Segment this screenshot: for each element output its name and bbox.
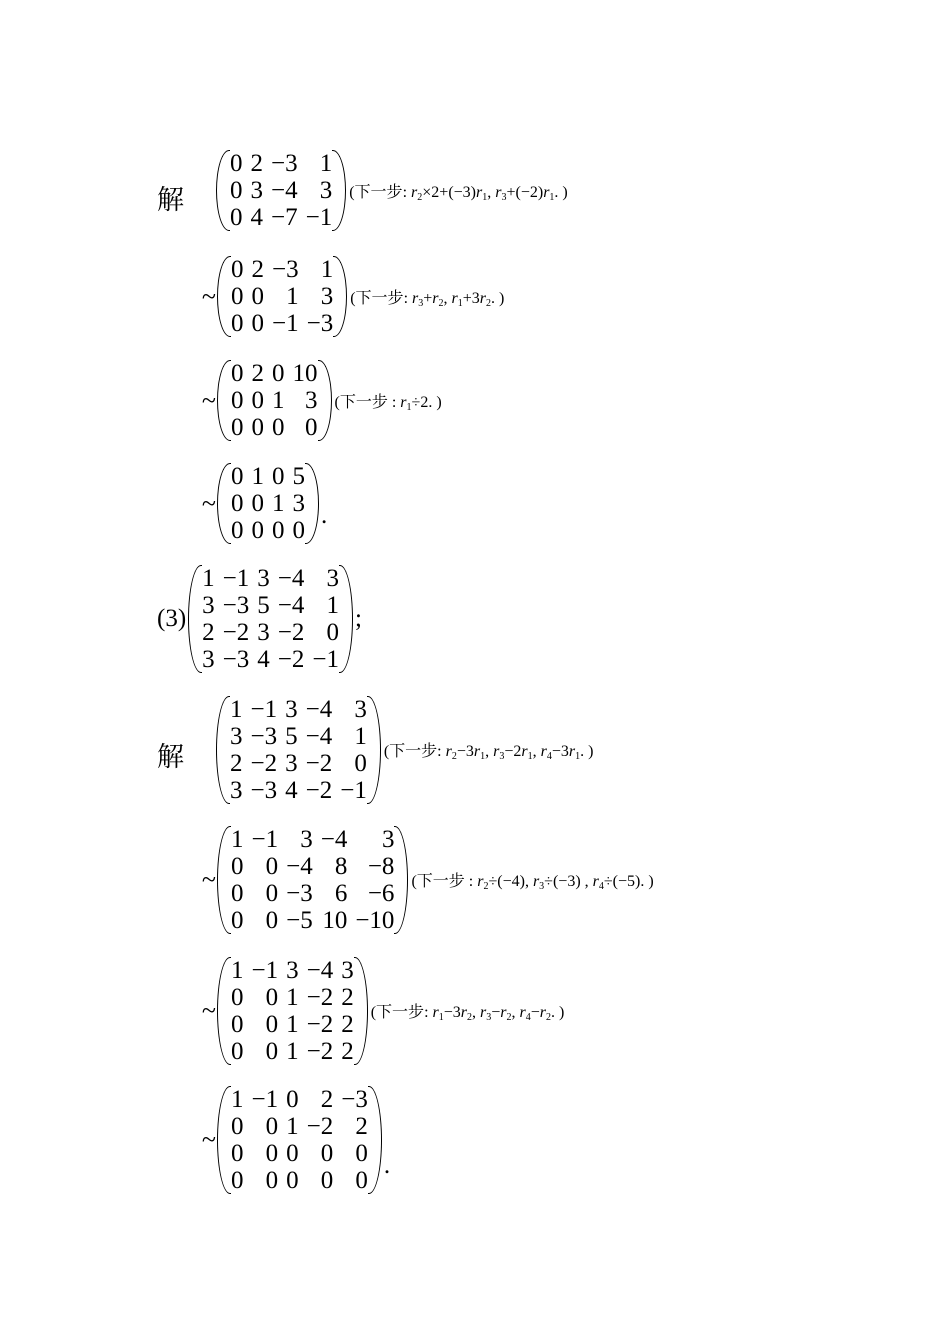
matrix-row	[227, 984, 358, 1011]
matrix-entry: −1	[251, 1086, 279, 1113]
matrix-entry: 1	[251, 463, 264, 490]
matrix-row	[227, 517, 309, 544]
solution-label: 解	[157, 742, 184, 773]
matrix-entry: −1	[251, 957, 279, 984]
matrix-entry: 8	[334, 853, 348, 880]
matrix-entry: 0	[265, 1113, 279, 1140]
matrix-entry: 1	[326, 592, 339, 619]
matrix-entry: 2	[355, 1113, 368, 1140]
matrix-entry: 3	[326, 565, 339, 592]
matrix-entry: 0	[230, 177, 243, 204]
matrix-entry: 2	[341, 1011, 354, 1038]
matrix-row	[198, 592, 343, 619]
matrix-entry: −4	[305, 696, 333, 723]
equivalence-sign: ~	[201, 1125, 216, 1154]
end-punctuation: .	[321, 502, 328, 529]
matrix-entry: 3	[305, 387, 318, 414]
matrix-entry: 3	[202, 592, 215, 619]
matrix-step-7	[198, 826, 654, 934]
matrix-entry: 0	[231, 984, 244, 1011]
matrix-entry: 10	[322, 907, 348, 934]
matrix-entry: −4	[286, 853, 313, 880]
matrix-entry: 3	[320, 283, 334, 310]
matrix-entry: 3	[230, 777, 243, 804]
problem-3	[157, 565, 362, 673]
matrix-row	[198, 619, 343, 646]
matrix-entry: −1	[272, 310, 299, 337]
matrix-entry: 0	[231, 907, 244, 934]
problem-number: (3)	[157, 605, 187, 632]
matrix-entry: 3	[319, 177, 333, 204]
equivalence-sign: ~	[201, 385, 216, 415]
matrix-entry: 4	[250, 204, 263, 231]
matrix-entry: 0	[354, 750, 367, 777]
matrix-row	[198, 565, 343, 592]
matrix-row	[227, 283, 337, 310]
equivalence-sign: ~	[201, 488, 216, 518]
matrix-entry: 0	[286, 1086, 299, 1113]
matrix	[188, 565, 353, 673]
matrix-row	[226, 777, 371, 804]
matrix-entry: −2	[277, 619, 305, 646]
matrix-entry: 0	[231, 1011, 244, 1038]
matrix-entry: 1	[286, 1038, 299, 1065]
matrix-entry: 3	[257, 565, 270, 592]
matrix-entry: 2	[251, 256, 264, 283]
matrix-entry: 0	[265, 853, 279, 880]
matrix-entry: 1	[231, 826, 244, 853]
matrix-entry: −3	[250, 723, 278, 750]
matrix-grid	[227, 957, 358, 1065]
matrix-entry: 0	[231, 1038, 244, 1065]
matrix-entry: 0	[355, 1140, 368, 1167]
equivalence-sign: ~	[201, 996, 216, 1025]
matrix-entry: 0	[251, 490, 264, 517]
matrix-grid	[227, 1086, 372, 1194]
matrix-entry: 0	[326, 619, 339, 646]
matrix	[217, 1086, 382, 1194]
end-punctuation: ;	[354, 605, 362, 632]
matrix-entry: 0	[355, 1167, 368, 1194]
matrix-row	[227, 1167, 372, 1194]
matrix-step-1	[216, 150, 568, 231]
matrix-entry: −2	[306, 984, 334, 1011]
matrix-entry: 1	[202, 565, 215, 592]
matrix-entry: 0	[231, 490, 244, 517]
matrix-entry: 3	[202, 646, 215, 673]
right-paren	[394, 826, 408, 934]
matrix	[217, 463, 319, 544]
matrix-entry: −1	[305, 204, 333, 231]
matrix-entry: −1	[312, 646, 339, 673]
matrix-entry: 1	[272, 490, 285, 517]
step-note: (下一步: $r_1-3r_2$, $r_3-r_2$, $r_4-r_2$. )	[370, 1002, 565, 1023]
matrix-row	[227, 853, 398, 880]
matrix-entry: 0	[272, 463, 285, 490]
matrix-entry: 3	[381, 826, 395, 853]
matrix-entry: 0	[251, 283, 264, 310]
matrix-entry: 1	[272, 387, 285, 414]
matrix-entry: −2	[306, 1038, 334, 1065]
matrix-entry: 4	[285, 777, 298, 804]
matrix-entry: 3	[300, 826, 313, 853]
matrix-step-4	[198, 463, 327, 544]
matrix-entry: −7	[271, 204, 298, 231]
matrix-grid	[226, 696, 371, 804]
matrix-entry: −3	[250, 777, 278, 804]
matrix-entry: 2	[230, 750, 243, 777]
matrix-entry: −3	[222, 646, 250, 673]
matrix-entry: −2	[250, 750, 278, 777]
matrix-entry: 0	[292, 517, 305, 544]
matrix-row	[227, 387, 322, 414]
matrix-grid	[226, 150, 336, 231]
matrix	[217, 256, 347, 337]
matrix-entry: 6	[334, 880, 348, 907]
matrix-row	[227, 1086, 372, 1113]
matrix	[216, 150, 346, 231]
matrix-entry: 0	[231, 1167, 244, 1194]
matrix-entry: −3	[272, 256, 299, 283]
matrix-entry: 0	[251, 414, 264, 441]
matrix-entry: 0	[265, 880, 279, 907]
matrix-entry: 3	[257, 619, 270, 646]
matrix-entry: 2	[202, 619, 215, 646]
matrix-row	[227, 826, 398, 853]
matrix-row	[227, 463, 309, 490]
matrix-entry: 0	[286, 1167, 299, 1194]
matrix-entry: 0	[320, 1140, 334, 1167]
matrix-row	[227, 490, 309, 517]
step-note: (下一步: $r_2-3r_1$, $r_3-2r_1$, $r_4-3r_1$. )	[383, 741, 594, 762]
matrix-entry: 0	[231, 517, 244, 544]
matrix-entry: −4	[277, 592, 305, 619]
matrix-row	[226, 177, 336, 204]
matrix-step-6	[216, 696, 593, 804]
matrix-entry: 2	[320, 1086, 334, 1113]
matrix-entry: 1	[286, 283, 299, 310]
matrix-entry: 2	[341, 1038, 354, 1065]
matrix-entry: 0	[231, 310, 244, 337]
matrix-entry: 2	[251, 360, 264, 387]
matrix-entry: 0	[230, 204, 243, 231]
matrix-entry: 4	[257, 646, 270, 673]
matrix-entry: −4	[306, 957, 334, 984]
matrix-entry: 1	[354, 723, 367, 750]
solution-label: 解	[157, 185, 184, 216]
matrix-row	[227, 360, 322, 387]
matrix-entry: 1	[286, 1011, 299, 1038]
matrix-entry: −1	[340, 777, 367, 804]
matrix-grid	[227, 826, 398, 934]
matrix-entry: 0	[265, 1038, 279, 1065]
matrix-entry: −2	[305, 777, 333, 804]
matrix-entry: −4	[271, 177, 298, 204]
matrix-entry: 1	[230, 696, 243, 723]
matrix-grid	[198, 565, 343, 673]
matrix-entry: 3	[341, 957, 354, 984]
matrix-entry: 0	[305, 414, 318, 441]
matrix-entry: 0	[231, 853, 244, 880]
matrix	[217, 826, 408, 934]
matrix-entry: 0	[231, 360, 244, 387]
matrix-row	[227, 880, 398, 907]
matrix-entry: 0	[251, 387, 264, 414]
step-note: (下一步: $r_3+r_2$, $r_1+3r_2$. )	[350, 287, 505, 309]
matrix-entry: 0	[231, 256, 244, 283]
matrix-entry: 5	[257, 592, 270, 619]
matrix-entry: 0	[265, 984, 279, 1011]
matrix-entry: 0	[286, 1140, 299, 1167]
matrix-entry: −3	[271, 150, 298, 177]
matrix-row	[227, 1113, 372, 1140]
right-paren	[332, 150, 346, 231]
matrix-entry: −2	[306, 1011, 334, 1038]
matrix-entry: 1	[320, 256, 334, 283]
matrix-row	[227, 1038, 358, 1065]
matrix-entry: −1	[222, 565, 250, 592]
matrix-entry: −5	[286, 907, 313, 934]
matrix-entry: 3	[230, 723, 243, 750]
end-punctuation: .	[383, 1152, 391, 1179]
matrix-entry: 3	[286, 957, 299, 984]
matrix-entry: 2	[341, 984, 354, 1011]
equivalence-sign: ~	[201, 865, 216, 894]
matrix-entry: −1	[250, 696, 278, 723]
matrix-row	[226, 750, 371, 777]
matrix-row	[226, 204, 336, 231]
matrix-entry: 1	[231, 957, 244, 984]
matrix-entry: −3	[222, 592, 250, 619]
matrix-entry: 0	[265, 907, 279, 934]
matrix-entry: 5	[292, 463, 305, 490]
matrix-entry: 0	[272, 414, 285, 441]
matrix-row	[198, 646, 343, 673]
matrix-entry: −4	[320, 826, 348, 853]
matrix	[217, 360, 332, 441]
matrix-row	[227, 1140, 372, 1167]
right-paren	[305, 463, 319, 544]
right-paren	[354, 957, 368, 1065]
matrix-entry: 1	[319, 150, 333, 177]
right-paren	[333, 256, 347, 337]
matrix-entry: −2	[305, 750, 333, 777]
matrix-entry: −4	[277, 565, 305, 592]
step-note: (下一步: $r_2\times 2+(-3)r_1$, $r_3+(-2)r_1$. )	[349, 181, 568, 203]
matrix-entry: 0	[265, 1167, 279, 1194]
matrix-entry: −6	[367, 880, 395, 907]
matrix-entry: −3	[286, 880, 313, 907]
matrix-entry: 0	[231, 283, 244, 310]
matrix-entry: 3	[292, 490, 305, 517]
matrix-entry: −2	[222, 619, 250, 646]
matrix-entry: −8	[367, 853, 395, 880]
matrix-entry: 5	[285, 723, 298, 750]
matrix-entry: 0	[251, 310, 264, 337]
matrix-entry: 0	[231, 1113, 244, 1140]
matrix-grid	[227, 463, 309, 544]
matrix-entry: 3	[250, 177, 263, 204]
matrix-entry: 3	[285, 696, 298, 723]
matrix-entry: 1	[231, 1086, 244, 1113]
matrix-entry: 0	[320, 1167, 334, 1194]
matrix	[216, 696, 381, 804]
matrix-entry: 0	[231, 387, 244, 414]
right-paren	[367, 696, 381, 804]
matrix-row	[227, 256, 337, 283]
matrix-entry: 0	[231, 1140, 244, 1167]
step-note: (下一步 : $r_2\div(-4)$, $r_3\div(-3)$ , $r_4\div(-5)$. )	[411, 871, 654, 892]
matrix-entry: 2	[250, 150, 263, 177]
matrix-entry: −4	[305, 723, 333, 750]
matrix-entry: 1	[286, 1113, 299, 1140]
matrix-row	[226, 696, 371, 723]
matrix-step-8	[198, 957, 564, 1065]
step-note: (下一步 : $r_1\div 2$. )	[334, 391, 442, 413]
matrix-entry: 0	[230, 150, 243, 177]
right-paren	[318, 360, 332, 441]
matrix-entry: 0	[265, 1140, 279, 1167]
matrix-entry: −3	[341, 1086, 368, 1113]
matrix-entry: 0	[231, 463, 244, 490]
matrix-entry: 0	[231, 880, 244, 907]
matrix-entry: 1	[286, 984, 299, 1011]
matrix-entry: −2	[277, 646, 305, 673]
matrix-entry: 0	[272, 360, 285, 387]
matrix-step-2	[198, 256, 504, 337]
matrix-row	[227, 1011, 358, 1038]
matrix-entry: 3	[354, 696, 367, 723]
matrix-entry: −10	[355, 907, 395, 934]
matrix-entry: −2	[306, 1113, 334, 1140]
matrix-step-3	[198, 360, 442, 441]
matrix-entry: 0	[251, 517, 264, 544]
matrix-row	[227, 414, 322, 441]
matrix-entry: 10	[292, 360, 318, 387]
matrix-row	[227, 310, 337, 337]
matrix-entry: 3	[285, 750, 298, 777]
matrix-entry: 0	[265, 1011, 279, 1038]
matrix-grid	[227, 256, 337, 337]
matrix-entry: −1	[251, 826, 279, 853]
matrix-row	[226, 150, 336, 177]
matrix-entry: 0	[231, 414, 244, 441]
equivalence-sign: ~	[201, 281, 216, 311]
matrix-row	[226, 723, 371, 750]
matrix-row	[227, 957, 358, 984]
matrix-row	[227, 907, 398, 934]
matrix-grid	[227, 360, 322, 441]
right-paren	[339, 565, 353, 673]
matrix	[217, 957, 368, 1065]
matrix-step-9	[198, 1086, 390, 1194]
matrix-entry: −3	[306, 310, 334, 337]
matrix-entry: 0	[272, 517, 285, 544]
right-paren	[368, 1086, 382, 1194]
